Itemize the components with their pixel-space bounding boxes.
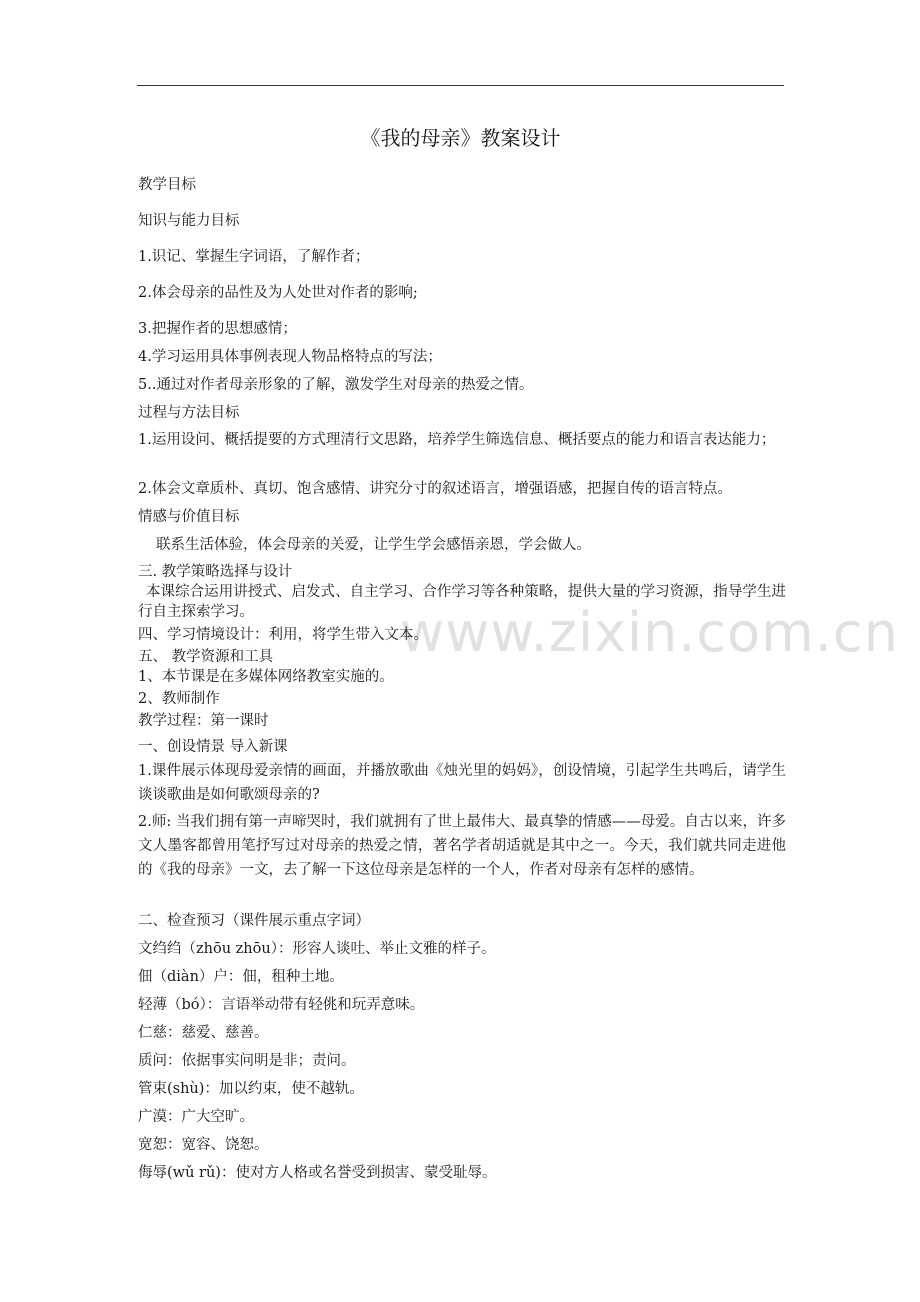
- list-item: 5..通过对作者母亲形象的了解，激发学生对母亲的热爱之情。: [138, 377, 534, 393]
- top-rule: [137, 85, 784, 86]
- paragraph: 本课综合运用讲授式、启发式、自主学习、合作学习等各种策略，提供大量的学习资源，指导学生进行自主探索学习。: [138, 584, 786, 620]
- heading-section-2: 二、检查预习（课件展示重点字词）: [138, 913, 370, 929]
- list-item: 2.体会母亲的品性及为人处世对作者的影响;: [138, 285, 418, 301]
- list-item: 4.学习运用具体事例表现人物品格特点的写法；: [138, 349, 442, 365]
- list-item: 3.把握作者的思想感情；: [138, 321, 297, 337]
- paragraph: 联系生活体验，体会母亲的关爱，让学生学会感悟亲恩，学会做人。: [156, 537, 591, 553]
- vocab-item: 质问：依据事实问明是非；责问。: [138, 1053, 356, 1069]
- heading-knowledge-ability: 知识与能力目标: [138, 213, 240, 229]
- vocab-item: 管束(shù)：加以约束，使不越轨。: [138, 1081, 364, 1097]
- heading-teaching-goals: 教学目标: [138, 177, 196, 193]
- vocab-item: 文绉绉（zhōu zhōu）：形容人谈吐、举止文雅的样子。: [138, 941, 496, 957]
- list-item: 1.识记、掌握生字词语，了解作者；: [138, 249, 370, 265]
- heading-strategy: 三. 教学策略选择与设计: [138, 564, 293, 580]
- list-item: 2、教师制作: [138, 691, 220, 707]
- vocab-item: 广漠：广大空旷。: [138, 1109, 254, 1125]
- heading-section-1: 一、创设情景 导入新课: [138, 739, 288, 755]
- vocab-item: 宽恕：宽容、饶恕。: [138, 1137, 269, 1153]
- heading-emotion-value: 情感与价值目标: [138, 509, 240, 525]
- heading-process-method: 过程与方法目标: [138, 405, 240, 421]
- list-item: 1、本节课是在多媒体网络教室实施的。: [138, 669, 394, 685]
- document-title: 《我的母亲》教案设计: [360, 126, 561, 150]
- heading-process: 教学过程：第一课时: [138, 713, 269, 729]
- watermark: www.zixin.com.cn: [400, 601, 899, 664]
- list-item: 1.运用设问、概括提要的方式理清行文思路，培养学生筛选信息、概括要点的能力和语言表达能力；: [138, 432, 776, 448]
- paragraph: 四、学习情境设计：利用，将学生带入文本。: [138, 627, 428, 643]
- heading-resources: 五、 教学资源和工具: [138, 649, 274, 665]
- vocab-item: 佃（diàn）户：佃，租种土地。: [138, 969, 344, 985]
- vocab-item: 仁慈：慈爱、慈善。: [138, 1025, 269, 1041]
- list-item: 2.体会文章质朴、真切、饱含感情、讲究分寸的叙述语言，增强语感，把握自传的语言特点。: [138, 481, 732, 497]
- vocab-item: 侮辱(wǔ rǔ)：使对方人格或名誉受到损害、蒙受耻辱。: [138, 1165, 497, 1181]
- vocab-item: 轻薄（bó）：言语举动带有轻佻和玩弄意味。: [138, 997, 425, 1013]
- paragraph: 2.师: 当我们拥有第一声啼哭时，我们就拥有了世上最伟大、最真挚的情感——母爱。自古以来，许多文人墨客都曾用笔抒写过对母亲的热爱之情，著名学者胡适就是其中之一。今天，我们就共同走进他的《我的母亲》一文，去了解一下这位母亲是怎样的一个人，作者对母亲有怎样的感情。: [138, 814, 786, 878]
- paragraph: 1.课件展示体现母爱亲情的画面，并播放歌曲《烛光里的妈妈》，创设情境，引起学生共鸣后，请学生谈谈歌曲是如何歌颂母亲的?: [138, 763, 786, 803]
